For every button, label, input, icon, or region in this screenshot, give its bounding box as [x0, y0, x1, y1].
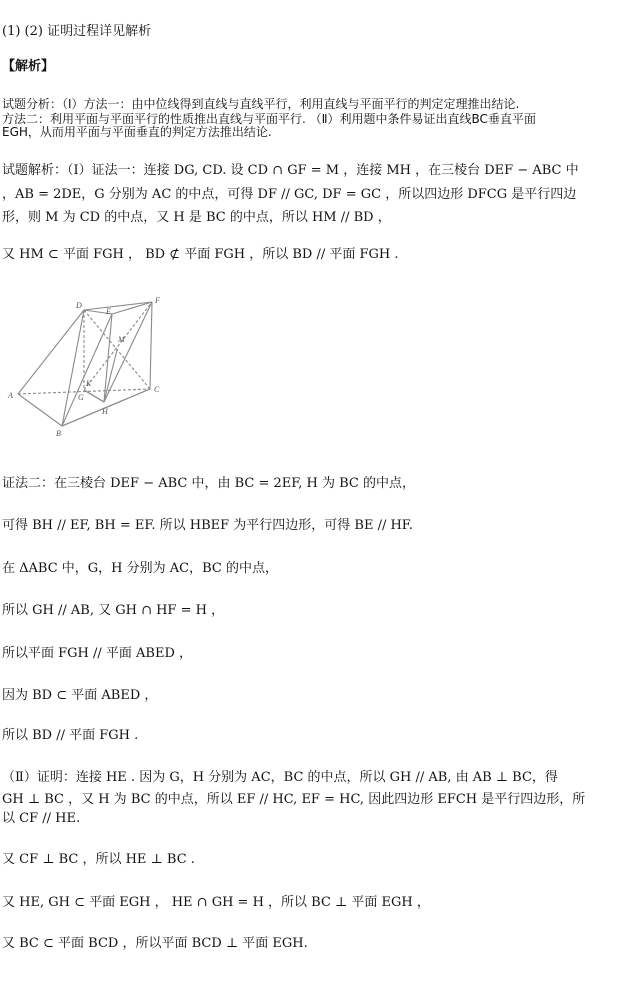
- proof2-line-3: 在 ΔABC 中，G，H 分别为 AC，BC 的中点，: [2, 561, 278, 576]
- analysis-line-3: EGH，从而用平面与平面垂直的判定方法推出结论.: [2, 125, 272, 139]
- analysis-line-2: 方法二：利用平面与平面平行的性质推出直线与平面平行. （Ⅱ）利用题中条件易证出直线BC垂直平面: [2, 112, 536, 126]
- proof2-line-7: 所以 BD // 平面 FGH .: [2, 728, 139, 743]
- proof2-line-6: 因为 BD ⊂ 平面 ABED ，: [2, 688, 158, 703]
- label-e: E: [106, 307, 111, 316]
- proof2-line-5: 所以平面 FGH // 平面 ABED ，: [2, 646, 193, 661]
- proof1-line-2: ，AB = 2DE，G 分别为 AC 的中点，可得 DF // GC, DF = GC ，所以四边形 DFCG 是平行四边: [2, 187, 577, 202]
- label-h: H: [102, 407, 108, 416]
- part2-line-4: 又 CF ⊥ BC ，所以 HE ⊥ BC .: [2, 852, 195, 867]
- label-f: F: [155, 296, 160, 305]
- frustum-diagram: [0, 294, 180, 444]
- frustum-figure: [0, 294, 180, 444]
- proof1-line-3: 形，则 M 为 CD 的中点，又 H 是 BC 的中点，所以 HM // BD ，: [2, 210, 391, 225]
- proof2-line-2: 可得 BH // EF, BH = EF. 所以 HBEF 为平行四边形，可得 BE // HF.: [2, 518, 413, 533]
- label-g: G: [78, 393, 84, 402]
- proof2-line-4: 所以 GH // AB, 又 GH ∩ HF = H ，: [2, 603, 225, 618]
- label-m: M: [118, 335, 125, 344]
- analysis-line-1: 试题分析：（Ⅰ）方法一：由中位线得到直线与直线平行，利用直线与平面平行的判定定理推出结论.: [2, 97, 520, 111]
- proof2-line-1: 证法二：在三棱台 DEF − ABC 中，由 BC = 2EF, H 为 BC 的中点，: [2, 476, 416, 491]
- part2-line-5: 又 HE, GH ⊂ 平面 EGH ， HE ∩ GH = H ，所以 BC ⊥ 平面 EGH ，: [2, 895, 430, 910]
- answer-header: (1) (2) 证明过程详见解析: [2, 24, 152, 39]
- part2-line-2: GH ⊥ BC ，又 H 为 BC 的中点，所以 EF // HC, EF = HC, 因此四边形 EFCH 是平行四边形，所: [2, 792, 586, 807]
- section-title-jiexi: 【解析】: [2, 59, 55, 74]
- part2-line-3: 以 CF // HE.: [2, 811, 81, 826]
- part2-line-1: （Ⅱ）证明：连接 HE . 因为 G，H 分别为 AC，BC 的中点，所以 GH // AB, 由 AB ⊥ BC，得: [2, 770, 558, 785]
- proof1-line-4: 又 HM ⊂ 平面 FGH ， BD ⊄ 平面 FGH ，所以 BD // 平面 FGH .: [2, 247, 399, 262]
- label-k: K: [86, 379, 92, 388]
- label-d: D: [76, 301, 82, 310]
- part2-line-6: 又 BC ⊂ 平面 BCD ，所以平面 BCD ⊥ 平面 EGH.: [2, 936, 308, 951]
- label-c: C: [154, 385, 160, 394]
- label-b: B: [56, 429, 61, 438]
- proof1-line-1: 试题解析：（Ⅰ）证法一：连接 DG, CD. 设 CD ∩ GF = M ，连接 MH ，在三棱台 DEF − ABC 中: [2, 163, 579, 178]
- label-a: A: [8, 391, 13, 400]
